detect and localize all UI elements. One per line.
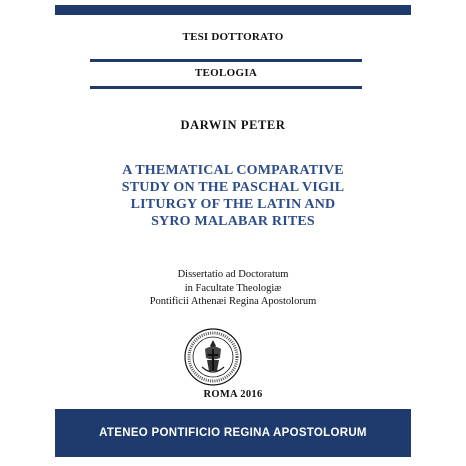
publisher-banner [55,409,411,457]
dissertation-line: Pontificii Athenæi Regina Apostolorum [149,296,317,307]
title-line: STUDY ON THE PASCHAL VIGIL [121,180,345,195]
title-line: SYRO MALABAR RITES [151,214,315,229]
subject-rule-top [90,59,362,62]
university-seal-icon [183,327,243,387]
dissertation-line: Dissertatio ad Doctoratum [177,269,289,280]
dissertation-line: in Facultate Theologiæ [184,282,282,294]
series-label: TESI DOTTORATO [182,31,284,43]
top-banner-bar [55,5,411,15]
title-line: LITURGY OF THE LATIN AND [130,197,336,212]
subject-rule-bottom [90,86,362,89]
subject-label: TEOLOGIA [194,67,258,79]
publisher-name: ATENEO PONTIFICIO REGINA APOSTOLORUM [99,427,367,439]
book-title [55,162,411,230]
dissertation-note [55,268,411,309]
title-line: A THEMATICAL COMPARATIVE [122,163,344,178]
author-name: DARWIN PETER [180,118,286,132]
place-year: ROMA 2016 [203,389,263,400]
